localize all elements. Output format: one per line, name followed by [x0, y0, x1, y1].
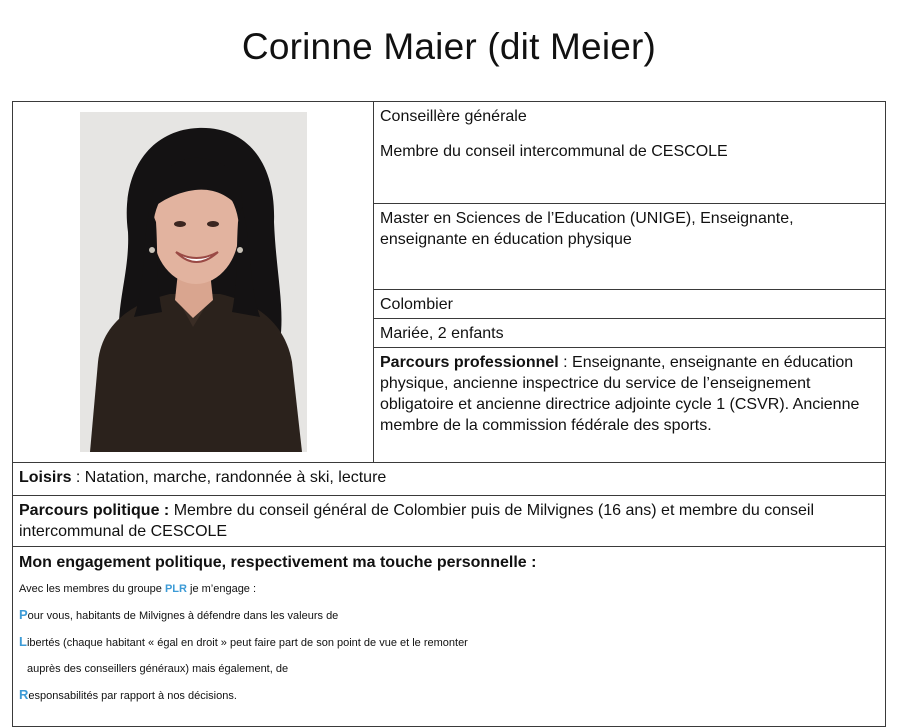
politics-text: Membre du conseil général de Colombier puis de Milvignes (16 ans) et membre du conseil intercommunal de CESCOLE	[19, 502, 815, 540]
family-text: Mariée, 2 enfants	[380, 325, 504, 342]
locality-cell	[374, 290, 886, 319]
family-cell	[374, 319, 886, 348]
politics-cell	[13, 496, 886, 547]
roles-cell	[374, 102, 886, 204]
engagement-line-r: Responsabilités par rapport à nos décisions.	[19, 687, 237, 702]
engagement-line-l-cont: auprès des conseillers généraux) mais également, de	[27, 663, 289, 675]
career-cell	[374, 348, 886, 463]
photo-cell	[13, 102, 374, 463]
profile-table	[12, 101, 886, 727]
engagement-cell	[13, 547, 886, 727]
career-label: Parcours professionnel	[380, 354, 559, 371]
role-cescole: Membre du conseil intercommunal de CESCOLE	[380, 143, 728, 160]
career-text: : Enseignante, enseignante en éducation physique, ancienne inspectrice du service de l’enseignement obligatoire et ancienne directrice adjointe cycle 1 (CSVR). Ancienne membre de la commission fédérale des sports.	[380, 354, 860, 434]
hobbies-label: Loisirs	[19, 469, 72, 486]
hobbies-text: : Natation, marche, randonnée à ski, lecture	[71, 469, 387, 486]
engagement-heading: Mon engagement politique, respectivement ma touche personnelle :	[19, 554, 537, 571]
education-cell	[374, 204, 886, 290]
role-conseillere: Conseillère générale	[380, 108, 527, 125]
education-text: Master en Sciences de l’Education (UNIGE), Enseignante, enseignante en éducation physique	[380, 210, 794, 248]
party-name: PLR	[164, 583, 187, 595]
page-title: Corinne Maier (dit Meier)	[241, 26, 657, 67]
engagement-intro: Avec les membres du groupe PLR je m’engage :	[19, 583, 257, 595]
hobbies-cell	[13, 463, 886, 496]
portrait-photo	[80, 112, 307, 452]
politics-label: Parcours politique :	[19, 502, 170, 519]
engagement-line-p: Pour vous, habitants de Milvignes à défendre dans les valeurs de	[19, 607, 339, 622]
locality-text: Colombier	[380, 296, 453, 313]
engagement-line-l: Libertés (chaque habitant « égal en droit » peut faire part de son point de vue et le remonter	[19, 634, 468, 649]
